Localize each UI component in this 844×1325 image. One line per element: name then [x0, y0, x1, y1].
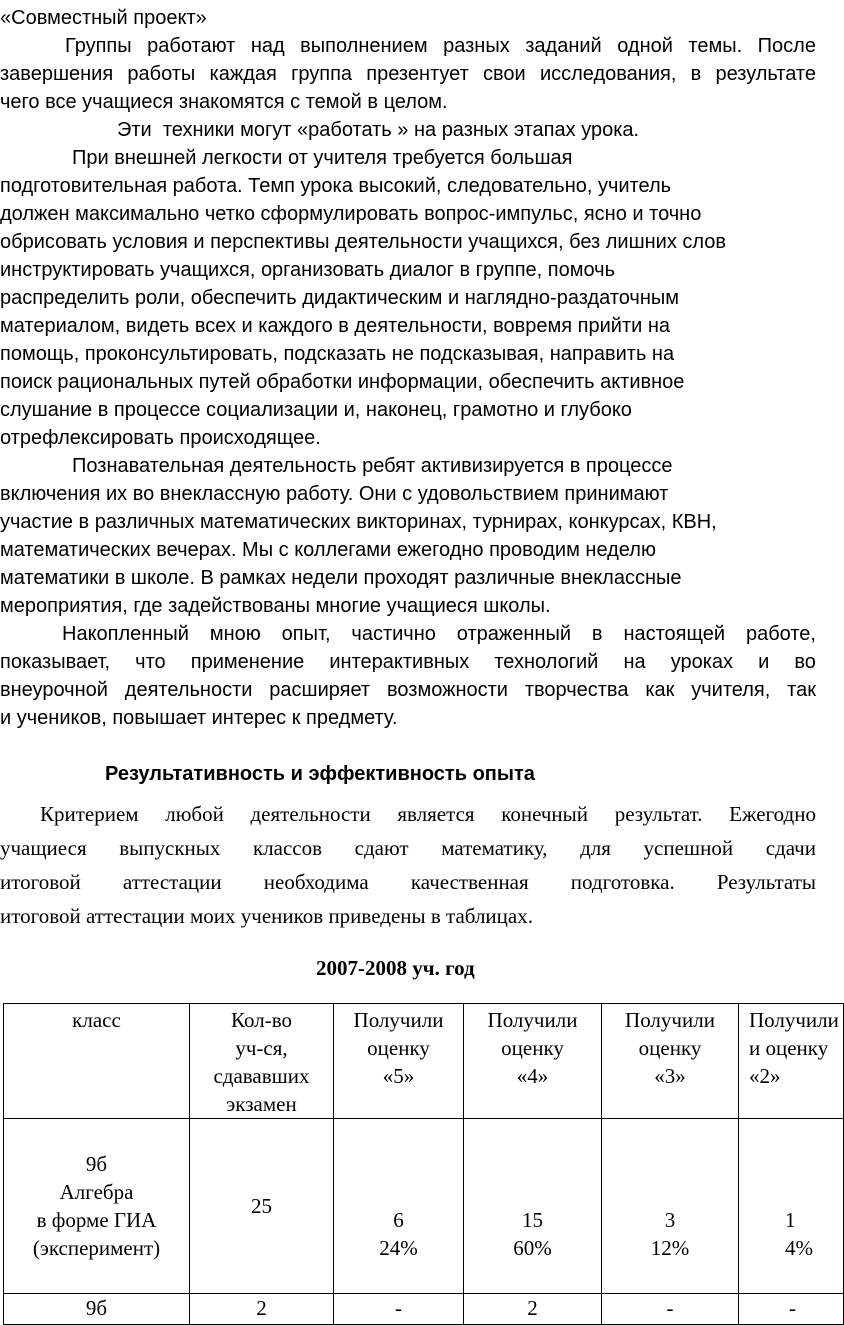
word: работают — [147, 35, 236, 57]
text-line — [0, 648, 816, 676]
text-line — [0, 797, 816, 831]
word: математику, — [441, 836, 548, 860]
word: одной — [617, 35, 673, 57]
header-cell — [190, 1004, 334, 1119]
cell-line: «4» — [516, 1064, 549, 1088]
table-row — [4, 1294, 844, 1325]
cell-line: - — [395, 1296, 402, 1320]
cell-line: 9б — [85, 1296, 108, 1320]
cell-line: 4% — [785, 1236, 813, 1260]
cell-line: Кол-во — [231, 1008, 292, 1032]
word: Группы — [65, 35, 132, 57]
word: итоговой — [0, 870, 81, 894]
word: уроках — [670, 651, 734, 673]
word: необходима — [263, 870, 369, 894]
word: свои — [483, 63, 526, 85]
text-line — [0, 32, 816, 60]
word: для — [580, 836, 611, 860]
word: Ежегодно — [729, 802, 816, 826]
table-cell — [334, 1294, 464, 1325]
table-cell — [4, 1294, 190, 1325]
word: аттестации — [122, 870, 222, 894]
cell-line: 2 — [527, 1296, 538, 1320]
table-cell — [190, 1119, 334, 1294]
word: темы. — [688, 35, 743, 57]
header-cell — [602, 1004, 739, 1119]
cell-line: оценку — [367, 1036, 430, 1060]
table-cell — [739, 1119, 844, 1294]
cell-line: 24% — [379, 1236, 418, 1260]
word: подготовка. — [570, 870, 675, 894]
word: учащиеся — [0, 836, 87, 860]
word: на — [623, 651, 646, 673]
text-line: итоговой аттестации моих учеников приведены в таблицах. — [0, 904, 533, 928]
text-line: математических вечерах. Мы с коллегами ежегодно проводим неделю — [0, 539, 656, 561]
word: Накопленный — [62, 623, 189, 645]
word: опыт, — [281, 623, 331, 645]
word: возможности — [386, 679, 508, 701]
word: выпускных — [119, 836, 221, 860]
word: результат. — [614, 802, 703, 826]
text-line: инструктировать учащихся, организовать диалог в группе, помочь — [0, 259, 615, 281]
text-line: При внешней легкости от учителя требуется большая — [72, 147, 573, 169]
text-line: помощь, проконсультировать, подсказать не подсказывая, направить на — [0, 343, 675, 365]
word: разных — [443, 35, 510, 57]
cell-line: 6 — [393, 1208, 404, 1232]
header-cell — [739, 1004, 844, 1119]
word: конечный — [501, 802, 589, 826]
word: частично — [351, 623, 436, 645]
section-heading: Результативность и эффективность опыта — [105, 763, 535, 785]
text-line: Познавательная деятельность ребят активизируется в процессе — [72, 455, 673, 477]
cell-line: Получили — [625, 1008, 715, 1032]
word: Результаты — [716, 870, 816, 894]
word: деятельности — [250, 802, 371, 826]
word: группа — [291, 63, 353, 85]
results-table — [3, 1003, 844, 1325]
cell-line: Получили — [749, 1008, 839, 1032]
word: так — [787, 679, 816, 701]
cell-line: и оценку — [749, 1036, 829, 1060]
text-line: поиск рациональных путей обработки информации, обеспечить активное — [0, 371, 685, 393]
word: работы — [127, 63, 196, 85]
cell-line: «3» — [654, 1064, 686, 1088]
project-title: «Совместный проект» — [0, 7, 207, 29]
text-line: слушание в процессе социализации и, наконец, грамотно и глубоко — [0, 399, 632, 421]
table-cell — [602, 1119, 739, 1294]
cell-line: - — [789, 1296, 796, 1320]
text-line: участие в различных математических викторинах, турнирах, конкурсах, КВН, — [0, 511, 717, 533]
word: работе, — [745, 623, 816, 645]
word: классов — [252, 836, 323, 860]
word: учителя, — [691, 679, 771, 701]
text-line — [0, 676, 816, 704]
cell-line: Получили — [353, 1008, 444, 1032]
table-cell — [334, 1119, 464, 1294]
cell-line: 12% — [650, 1236, 690, 1260]
cell-line: 9б — [85, 1152, 108, 1176]
cell-line: «2» — [749, 1064, 781, 1088]
text-line: подготовительная работа. Темп урока высокий, следовательно, учитель — [0, 175, 672, 197]
word: творчества — [524, 679, 629, 701]
word: применение — [190, 651, 305, 673]
text-line: мероприятия, где задействованы многие учащиеся школы. — [0, 595, 551, 617]
word: каждая — [209, 63, 277, 85]
word: над — [250, 35, 285, 57]
word: Критерием — [40, 802, 139, 826]
header-cell — [464, 1004, 602, 1119]
cell-line: Алгебра — [59, 1180, 134, 1204]
cell-line: 15 — [522, 1208, 543, 1232]
word: в — [690, 63, 702, 85]
table-cell — [190, 1294, 334, 1325]
cell-line: 60% — [513, 1236, 552, 1260]
table-cell — [464, 1294, 602, 1325]
cell-line: уч-ся, — [235, 1036, 288, 1060]
word: отраженный — [456, 623, 572, 645]
word: выполнением — [300, 35, 428, 57]
header-cell — [334, 1004, 464, 1119]
table-cell — [4, 1119, 190, 1294]
word: в — [591, 623, 603, 645]
table-cell — [602, 1294, 739, 1325]
text-line — [0, 620, 816, 648]
word: как — [645, 679, 675, 701]
cell-line: 2 — [256, 1296, 267, 1320]
cell-line: оценку — [501, 1036, 564, 1060]
text-line: распределить роли, обеспечить дидактическим и наглядно-раздаточным — [0, 287, 680, 309]
word: завершения — [0, 63, 114, 85]
word: показывает, — [0, 651, 111, 673]
cell-line: класс — [72, 1008, 121, 1032]
cell-line: в форме ГИА — [36, 1208, 157, 1232]
text-line: и учеников, повышает интерес к предмету. — [0, 707, 398, 729]
word: и — [758, 651, 770, 673]
word: является — [397, 802, 475, 826]
table-cell — [739, 1294, 844, 1325]
text-line: математики в школе. В рамках недели проходят различные внеклассные — [0, 567, 682, 589]
word: После — [757, 35, 816, 57]
word: сдают — [354, 836, 409, 860]
table-title: 2007-2008 уч. год — [316, 956, 475, 980]
word: успешной — [643, 836, 734, 860]
word: расширяет — [269, 679, 371, 701]
word: интерактивных — [329, 651, 470, 673]
word: презентует — [366, 63, 469, 85]
word: любой — [165, 802, 224, 826]
text-line: включения их во внеклассную работу. Они с удовольствием принимают — [0, 483, 669, 505]
word: деятельности — [124, 679, 253, 701]
word: исследования, — [539, 63, 677, 85]
word: внеурочной — [0, 679, 108, 701]
table-cell — [464, 1119, 602, 1294]
word: качественная — [410, 870, 529, 894]
cell-line: «5» — [382, 1064, 415, 1088]
word: что — [135, 651, 166, 673]
word: настоящей — [623, 623, 726, 645]
table-row — [4, 1119, 844, 1294]
cell-line: 1 — [785, 1208, 796, 1232]
word: мною — [209, 623, 261, 645]
text-line: должен максимально четко сформулировать вопрос-импульс, ясно и точно — [0, 203, 702, 225]
word: во — [794, 651, 816, 673]
cell-line: - — [666, 1296, 674, 1320]
cell-line: сдававших — [213, 1064, 310, 1088]
text-line: чего все учащиеся знакомятся с темой в целом. — [0, 91, 448, 113]
header-cell — [4, 1004, 190, 1119]
word: результате — [715, 63, 816, 85]
text-line — [0, 865, 816, 899]
text-line: обрисовать условия и перспективы деятельности учащихся, без лишних слов — [0, 231, 727, 253]
word: технологий — [494, 651, 599, 673]
cell-line: (эксперимент) — [32, 1236, 161, 1260]
cell-line: оценку — [638, 1036, 702, 1060]
text-line: материалом, видеть всех и каждого в деятельности, вовремя прийти на — [0, 315, 671, 337]
text-line — [0, 831, 816, 865]
text-line: отрефлексировать происходящее. — [0, 427, 321, 449]
word: заданий — [525, 35, 602, 57]
cell-line: Получили — [487, 1008, 578, 1032]
text-line: Эти техники могут «работать » на разных этапах урока. — [117, 119, 640, 141]
table-header-row — [4, 1004, 844, 1119]
cell-line: 25 — [251, 1194, 272, 1218]
word: сдачи — [765, 836, 816, 860]
cell-line: 3 — [664, 1208, 676, 1232]
text-line — [0, 60, 816, 88]
cell-line: экзамен — [226, 1092, 297, 1116]
